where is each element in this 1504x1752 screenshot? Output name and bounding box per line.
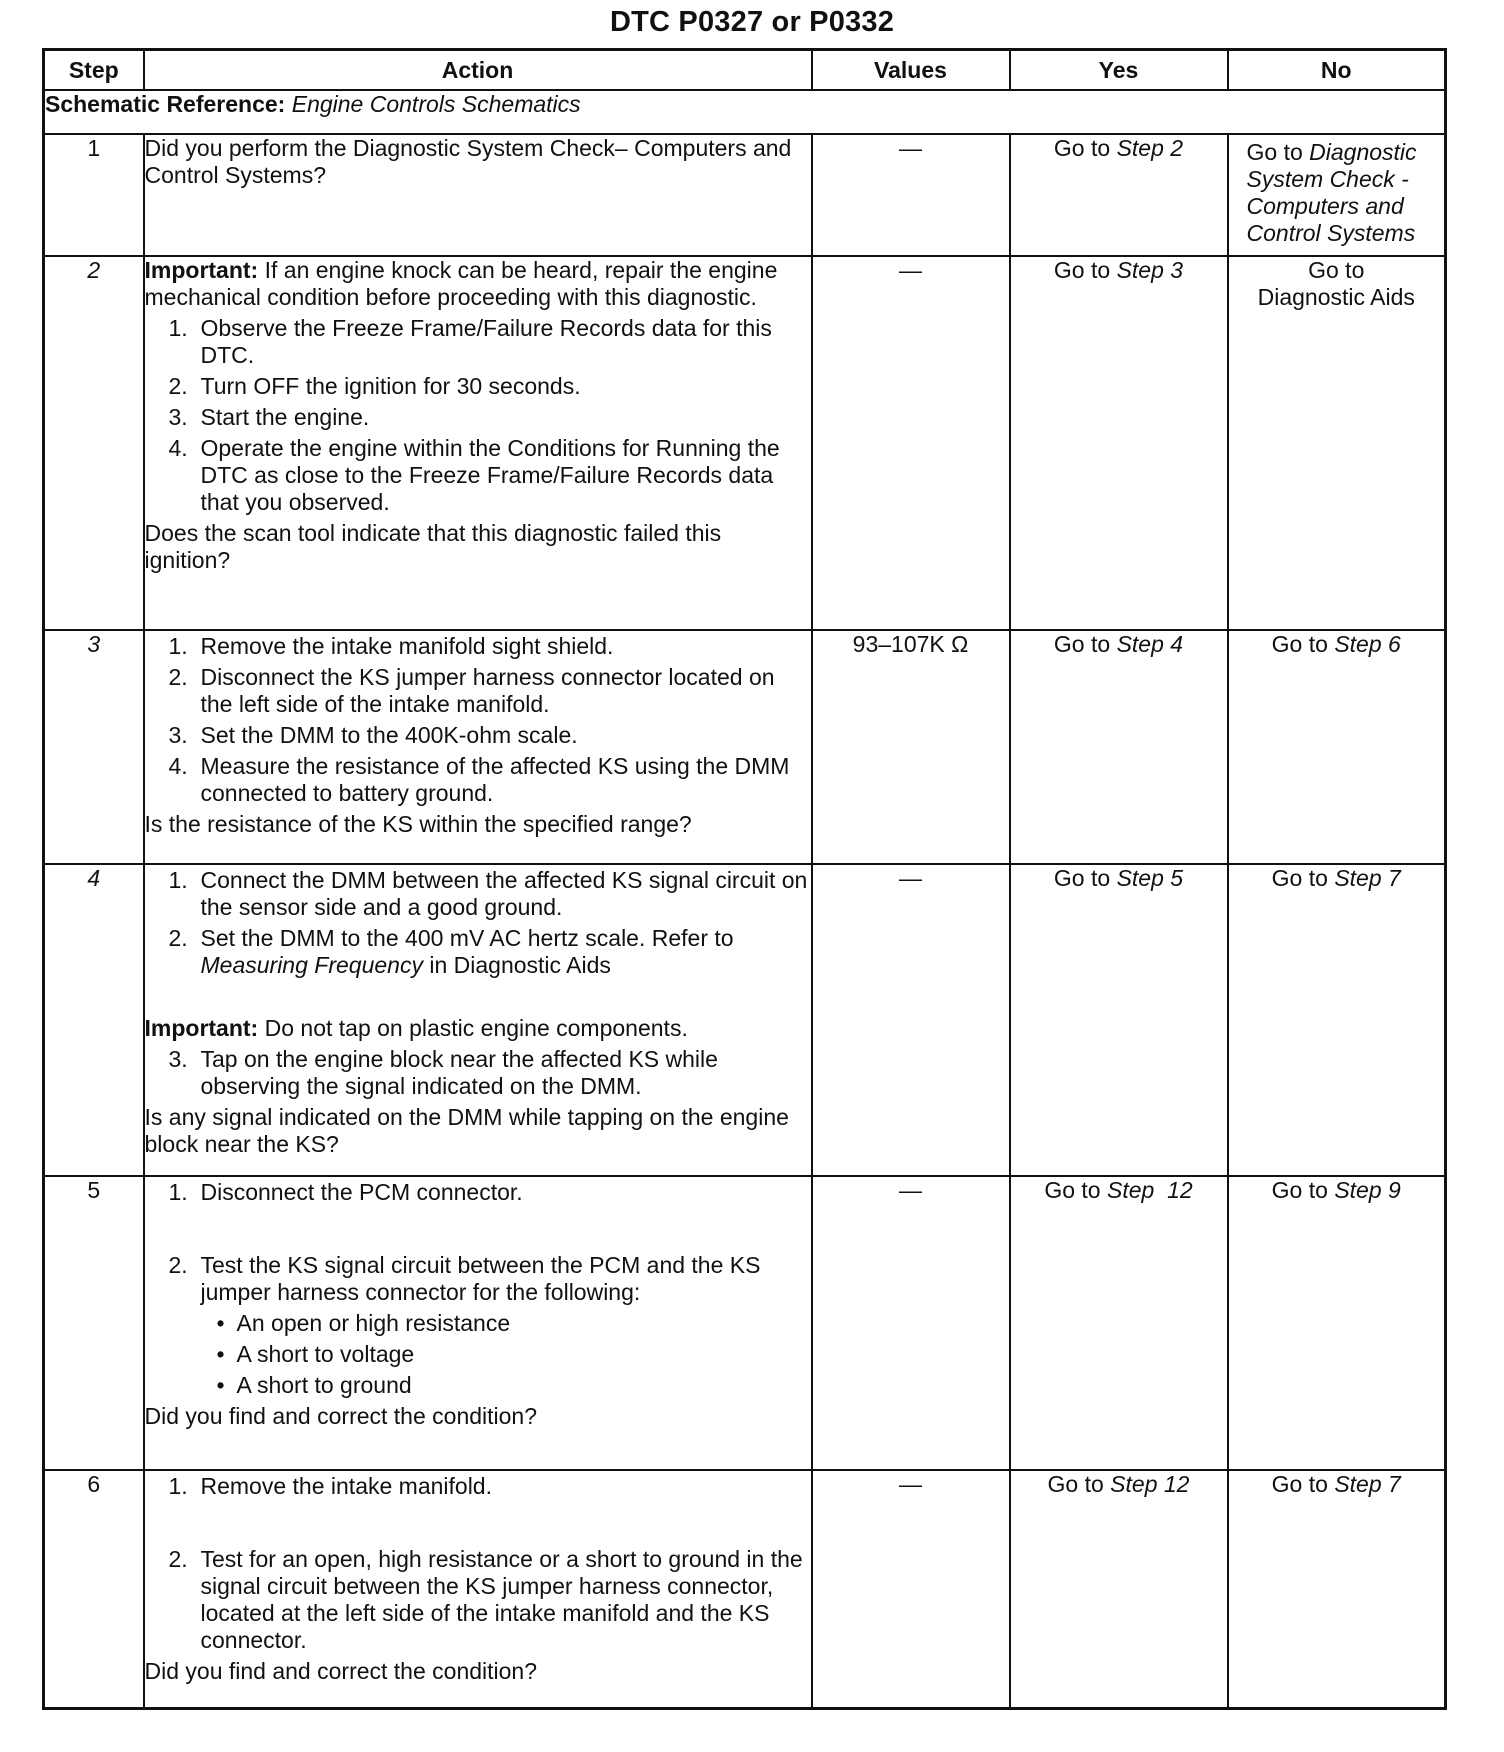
- important-text: If an engine knock can be heard, repair the engine mechanical condition before proceeding with this diagnostic.: [144, 257, 778, 310]
- table-row: [44, 864, 1446, 1176]
- action-cell: [144, 1470, 812, 1708]
- yes-target: Step 3: [1116, 257, 1184, 283]
- list-item: 2. Test for an open, high resistance or a short to ground in the signal circuit between the KS jumper harness connector, located at the left side of the intake manifold and the KS connector.: [168, 1546, 803, 1653]
- no-cell: [1228, 630, 1446, 864]
- list-item: 1. Observe the Freeze Frame/Failure Records data for this DTC.: [168, 315, 772, 368]
- list-item: 1. Remove the intake manifold sight shield.: [168, 633, 614, 659]
- list-item: • A short to voltage: [216, 1341, 415, 1367]
- steps-list: [145, 1546, 811, 1654]
- step-number: 4: [44, 864, 144, 1176]
- schematic-row: [44, 90, 1446, 134]
- yes-target: Step 12: [1110, 1471, 1190, 1497]
- yes-prefix: Go to: [1053, 135, 1111, 161]
- question-text: Did you find and correct the condition?: [144, 1403, 538, 1429]
- no-target: Diagnostic System Check -: [1246, 139, 1417, 192]
- no-prefix: Go to: [1308, 257, 1365, 283]
- yes-prefix: Go to: [1047, 1471, 1104, 1497]
- question-text: Does the scan tool indicate that this diagnostic failed this ignition?: [144, 520, 722, 573]
- value-cell: —: [812, 256, 1010, 630]
- question-text: Is any signal indicated on the DMM while tapping on the engine block near the KS?: [144, 1104, 789, 1157]
- no-cell: [1228, 1176, 1446, 1470]
- header-step: Step: [44, 50, 144, 91]
- question-text: Is the resistance of the KS within the specified range?: [144, 811, 692, 837]
- header-no: No: [1228, 50, 1446, 91]
- steps-list: [145, 1252, 811, 1306]
- value-cell: —: [812, 1176, 1010, 1470]
- list-item: 2. Test the KS signal circuit between the PCM and the KS jumper harness connector for the following:: [168, 1252, 761, 1305]
- steps-list: [145, 315, 811, 516]
- list-item: 1. Remove the intake manifold.: [168, 1473, 492, 1499]
- yes-prefix: Go to: [1053, 631, 1111, 657]
- no-prefix: Go to: [1271, 631, 1328, 657]
- no-prefix: Go to: [1271, 1177, 1328, 1203]
- important-note: [145, 257, 811, 311]
- table-row: [44, 256, 1446, 630]
- important-label: Important:: [144, 1015, 259, 1041]
- action-cell: [144, 630, 812, 864]
- steps-list: [145, 867, 811, 979]
- list-item: 3. Start the engine.: [168, 404, 370, 430]
- action-cell: [144, 134, 812, 256]
- table-row: [44, 134, 1446, 256]
- no-target: Step 7: [1334, 865, 1401, 891]
- no-target-sub: Computers and Control Systems: [1246, 193, 1416, 246]
- action-cell: [144, 256, 812, 630]
- no-prefix: Go to: [1271, 1471, 1328, 1497]
- list-item: 3. Set the DMM to the 400K-ohm scale.: [168, 722, 578, 748]
- steps-list: [145, 1179, 811, 1206]
- yes-target: Step 12: [1106, 1177, 1193, 1203]
- yes-cell: [1010, 256, 1228, 630]
- schematic-label: Schematic Reference:: [45, 91, 286, 117]
- action-cell: [144, 864, 812, 1176]
- list-item: • A short to ground: [216, 1372, 412, 1398]
- question-text: Did you perform the Diagnostic System Check– Computers and Control Systems?: [144, 135, 792, 188]
- header-action: Action: [144, 50, 812, 91]
- list-item: 4. Measure the resistance of the affected KS using the DMM connected to battery ground.: [168, 753, 790, 806]
- header-yes: Yes: [1010, 50, 1228, 91]
- no-target: Step 9: [1334, 1177, 1401, 1203]
- list-item: 1. Disconnect the PCM connector.: [168, 1179, 523, 1205]
- step-number: 1: [44, 134, 144, 256]
- yes-target: Step 4: [1116, 631, 1184, 657]
- step-number: 2: [44, 256, 144, 630]
- list-item: 2. Disconnect the KS jumper harness connector located on the left side of the intake manifold.: [168, 664, 775, 717]
- no-cell: [1228, 256, 1446, 630]
- header-row: [44, 50, 1446, 91]
- yes-target: Step 2: [1116, 135, 1184, 161]
- list-item: 1. Connect the DMM between the affected KS signal circuit on the sensor side and a good ground.: [168, 867, 808, 920]
- list-item: 2. Set the DMM to the 400 mV AC hertz scale. Refer to Measuring Frequency in Diagnostic Aids: [168, 925, 734, 978]
- no-cell: [1228, 864, 1446, 1176]
- measuring-frequency-ref: Measuring Frequency: [200, 952, 423, 978]
- value-cell: 93–107K Ω: [812, 630, 1010, 864]
- important-text: Do not tap on plastic engine components.: [264, 1015, 688, 1041]
- no-target: Diagnostic Aids: [1257, 284, 1415, 310]
- steps-list: [145, 633, 811, 807]
- steps-list: [145, 1046, 811, 1100]
- yes-prefix: Go to: [1053, 257, 1111, 283]
- schematic-reference: [44, 90, 1446, 134]
- value-cell: —: [812, 864, 1010, 1176]
- table-row: [44, 630, 1446, 864]
- no-target: Step 7: [1334, 1471, 1401, 1497]
- yes-cell: [1010, 1176, 1228, 1470]
- step-number: 5: [44, 1176, 144, 1470]
- yes-target: Step 5: [1116, 865, 1184, 891]
- value-cell: —: [812, 134, 1010, 256]
- page-title: DTC P0327 or P0332: [609, 6, 895, 38]
- no-cell: [1228, 1470, 1446, 1708]
- list-item: 3. Tap on the engine block near the affected KS while observing the signal indicated on the DMM.: [168, 1046, 718, 1099]
- list-item: 2. Turn OFF the ignition for 30 seconds.: [168, 373, 581, 399]
- no-cell: [1228, 134, 1446, 256]
- action-cell: [144, 1176, 812, 1470]
- schematic-link: Engine Controls Schematics: [291, 91, 581, 117]
- list-item: 4. Operate the engine within the Conditions for Running the DTC as close to the Freeze Frame/Failure Records data that you observed.: [168, 435, 780, 515]
- important-label: Important:: [144, 257, 259, 283]
- bullet-list: [145, 1310, 811, 1399]
- no-target: Step 6: [1334, 631, 1401, 657]
- important-note: [145, 1015, 811, 1042]
- yes-prefix: Go to: [1053, 865, 1111, 891]
- table-row: [44, 1176, 1446, 1470]
- yes-cell: [1010, 864, 1228, 1176]
- header-values: Values: [812, 50, 1010, 91]
- dtc-table: [42, 48, 1447, 1710]
- yes-cell: [1010, 1470, 1228, 1708]
- value-cell: —: [812, 1470, 1010, 1708]
- yes-cell: [1010, 134, 1228, 256]
- yes-prefix: Go to: [1044, 1177, 1101, 1203]
- no-prefix: Go to: [1246, 139, 1303, 165]
- table-row: [44, 1470, 1446, 1708]
- step-number: 3: [44, 630, 144, 864]
- steps-list: [145, 1473, 811, 1500]
- step-number: 6: [44, 1470, 144, 1708]
- list-item: • An open or high resistance: [216, 1310, 511, 1336]
- yes-cell: [1010, 630, 1228, 864]
- question-text: Did you find and correct the condition?: [144, 1658, 538, 1684]
- no-prefix: Go to: [1271, 865, 1328, 891]
